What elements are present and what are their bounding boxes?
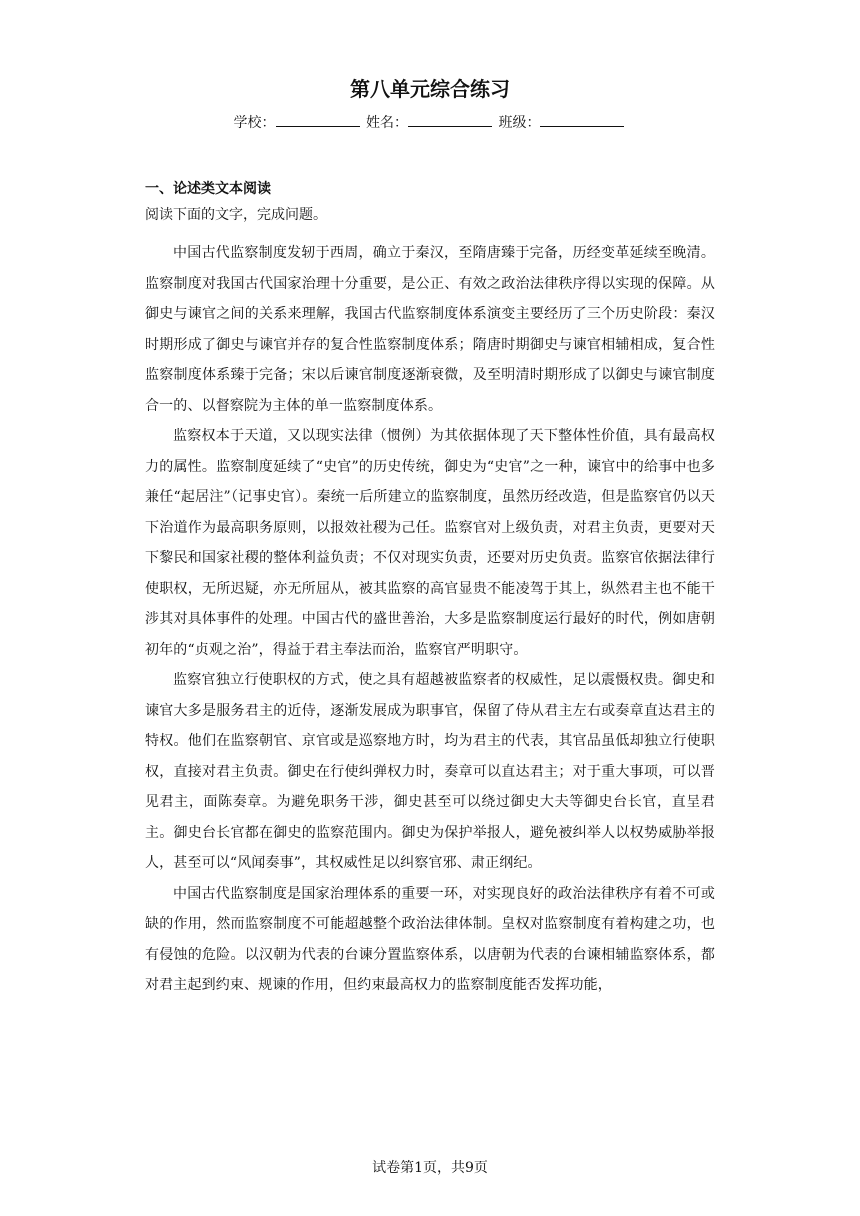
- class-label: 班级：: [498, 115, 541, 131]
- page-footer: 试卷第1页，共9页: [372, 1160, 488, 1176]
- school-blank: [276, 112, 360, 127]
- student-info-line: [0, 112, 860, 133]
- section-heading: 一、论述类文本阅读: [145, 181, 271, 197]
- name-blank: [408, 112, 492, 127]
- passage-paragraph: 中国古代监察制度发轫于西周，确立于秦汉，至隋唐臻于完备，历经变革延续至晚清。监察制度对我国古代国家治理十分重要，是公正、有效之政治法律秩序得以实现的保障。从御史与谏官之间的关系来理解，我国古代监察制度体系演变主要经历了三个历史阶段：秦汉时期形成了御史与谏官并存的复合性监察制度体系；隋唐时期御史与谏官相辅相成，复合性监察制度体系臻于完备；宋以后谏官制度逐渐衰微，及至明清时期形成了以御史与谏官制度合一的、以督察院为主体的单一监察制度体系。: [145, 245, 715, 414]
- school-label: 学校：: [233, 115, 276, 131]
- passage-paragraph: 中国古代监察制度是国家治理体系的重要一环，对实现良好的政治法律秩序有着不可或缺的作用，然而监察制度不可能超越整个政治法律体制。皇权对监察制度有着构建之功，也有侵蚀的危险。以汉朝为代表的台谏分置监察体系，以唐朝为代表的台谏相辅监察体系，都对君主起到约束、规谏的作用，但约束最高权力的监察制度能否发挥功能，: [145, 885, 715, 993]
- name-label: 姓名：: [366, 115, 408, 131]
- passage-paragraph: 监察权本于天道，又以现实法律（惯例）为其依据体现了天下整体性价值，具有最高权力的属性。监察制度延续了“史官”的历史传统，御史为“史官”之一种，谏官中的给事中也多兼任“起居注”（记事史官）。秦统一后所建立的监察制度，虽然历经改造，但是监察官仍以天下治道作为最高职务原则，以报效社稷为己任。监察官对上级负责，对君主负责，更要对天下黎民和国家社稷的整体利益负责；不仅对现实负责，还要对历史负责。监察官依据法律行使职权，无所迟疑，亦无所屈从，被其监察的高官显贵不能凌驾于其上，纵然君主也不能干涉其对具体事件的处理。中国古代的盛世善治，大多是监察制度运行最好的时代，例如唐朝初年的“贞观之治”，得益于君主奉法而治，监察官严明职守。: [145, 428, 715, 658]
- class-blank: [540, 112, 624, 127]
- passage-paragraph: 监察官独立行使职权的方式，使之具有超越被监察者的权威性，足以震慑权贵。御史和谏官大多是服务君主的近侍，逐渐发展成为职事官，保留了侍从君主左右或奏章直达君主的特权。他们在监察朝官、京官或是巡察地方时，均为君主的代表，其官品虽低却独立行使职权，直接对君主负责。御史在行使纠弹权力时，奏章可以直达君主；对于重大事项，可以晋见君主，面陈奏章。为避免职务干涉，御史甚至可以绕过御史大夫等御史台长官，直呈君主。御史台长官都在御史的监察范围内。御史为保护举报人，避免被纠举人以权势威胁举报人，甚至可以“风闻奏事”，其权威性足以纠察官邪、肃正纲纪。: [145, 672, 715, 871]
- reading-passage: [145, 238, 715, 1001]
- instruction-text: 阅读下面的文字，完成问题。: [145, 207, 327, 223]
- page-title: 第八单元综合练习: [350, 77, 510, 101]
